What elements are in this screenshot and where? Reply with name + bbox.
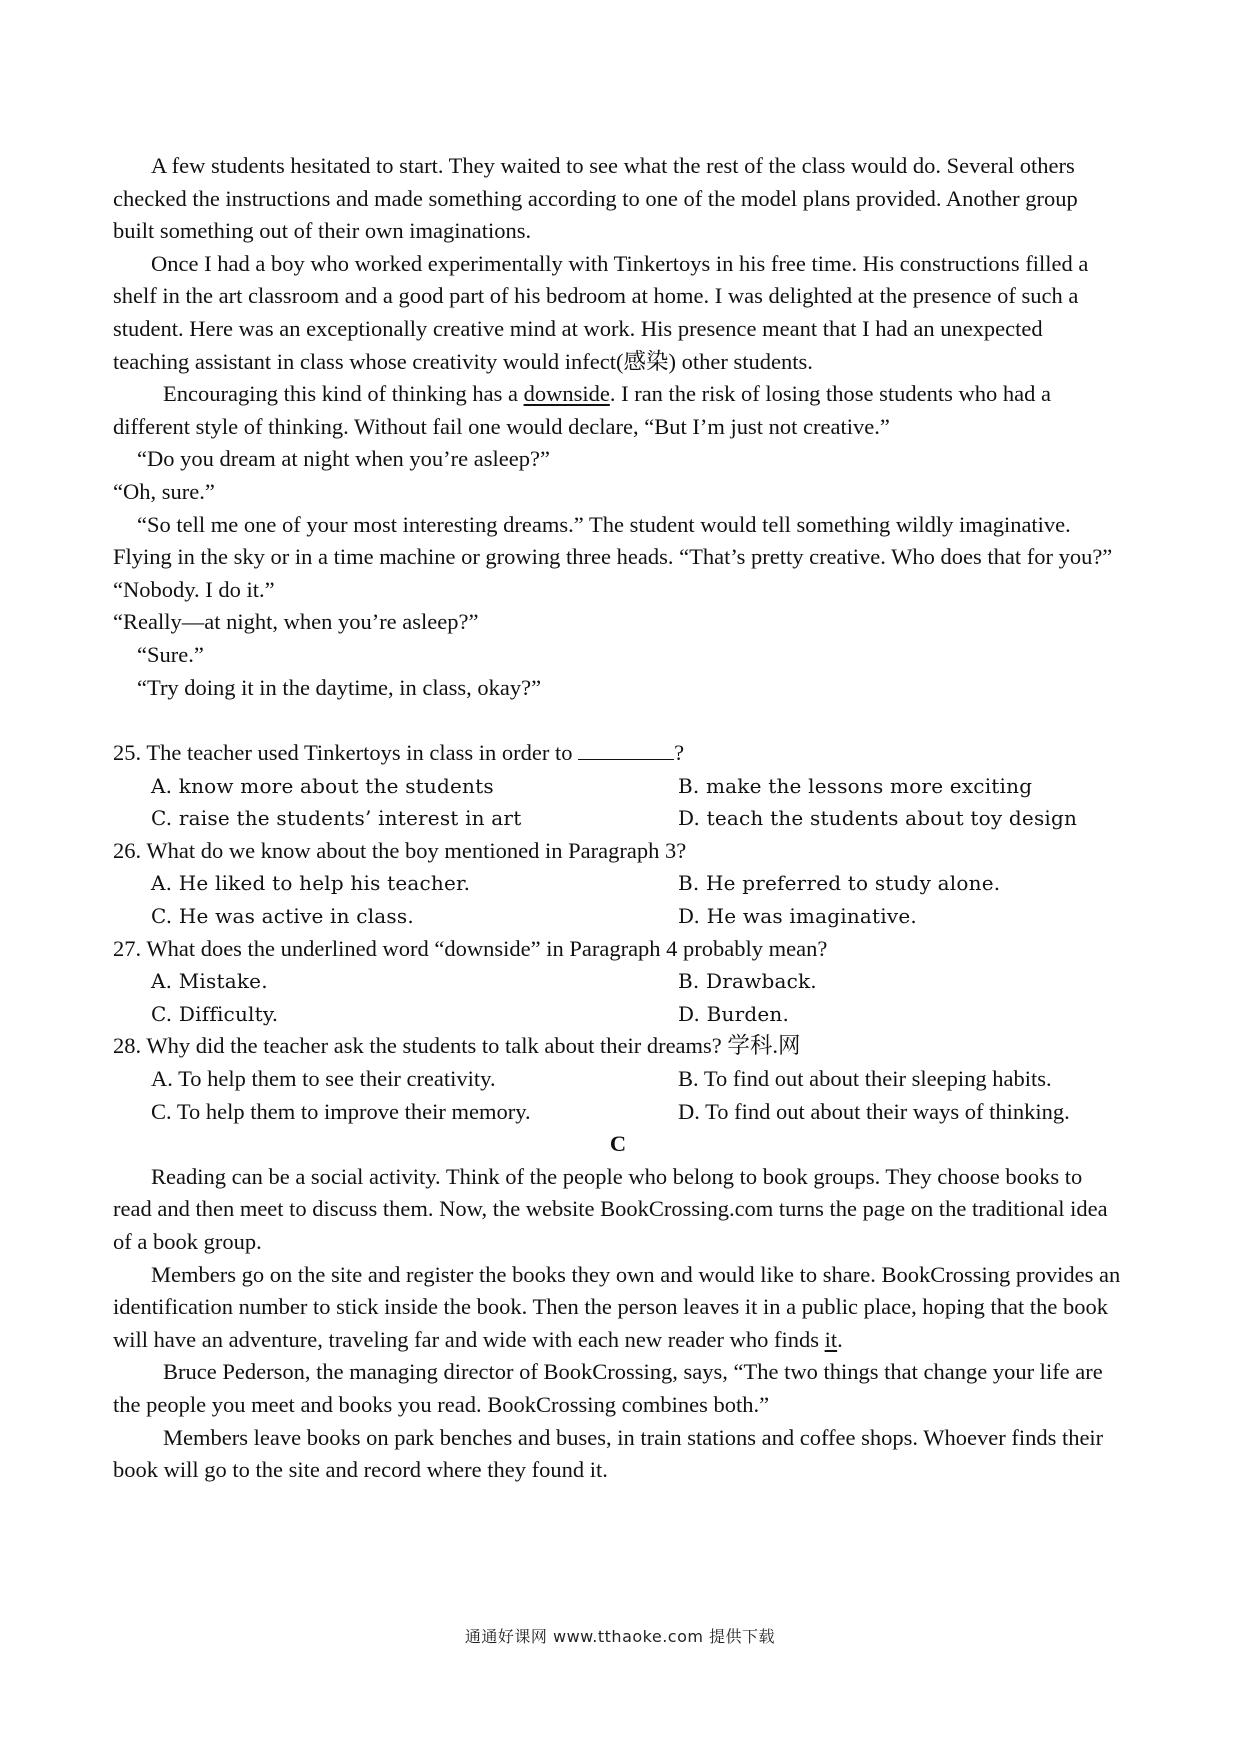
options-grid xyxy=(113,770,1123,835)
question-text: 25. The teacher used Tinkertoys in class in order to xyxy=(113,740,579,766)
question-27 xyxy=(113,933,1123,1031)
option-d: D. Burden. xyxy=(678,1001,790,1026)
option-d: D. He was imaginative. xyxy=(678,904,917,929)
underlined-word-it: it xyxy=(824,1326,838,1352)
question-stem: 27. What does the underlined word “downside” in Paragraph 4 probably mean? xyxy=(113,935,828,961)
question-text: ? xyxy=(674,740,685,766)
passage-paragraph: Reading can be a social activity. Think of the people who belong to book groups. They choose books to read and then meet to discuss them. Now, the website BookCrossing.com turns the page on the traditional idea of a book group. xyxy=(113,1163,1108,1254)
passage-text: Encouraging this kind of thinking has a xyxy=(163,381,524,407)
option-b: B. make the lessons more exciting xyxy=(678,773,1033,798)
question-28 xyxy=(113,1030,1123,1128)
dialogue-text: “So tell me one of your most interesting dreams.” The student would tell something wildly imaginative. Flying in the sky or in a time machine or growing three heads. “That’s pretty creative. Who does that for you?” xyxy=(113,511,1113,570)
question-stem: 28. Why did the teacher ask the students to talk about their dreams? 学科.网 xyxy=(113,1033,801,1059)
page-footer: 通通好课网 www.tthaoke.com 提供下载 xyxy=(464,1627,776,1646)
passage-paragraph: A few students hesitated to start. They waited to see what the rest of the class would do. Several others checked the instructions and made something according to one of the model plans provided. Another group built something out of their own imaginations. xyxy=(113,153,1078,244)
dialogue-line: “Nobody. I do it.” xyxy=(113,576,275,602)
question-25 xyxy=(113,737,1123,835)
dialogue-line: “Do you dream at night when you’re asleep?” xyxy=(137,446,550,472)
option-c: C. Difficulty. xyxy=(151,1001,279,1026)
option-a: A. know more about the students xyxy=(151,773,494,798)
option-a: A. To help them to see their creativity. xyxy=(151,1066,496,1092)
options-grid xyxy=(113,867,1123,932)
answer-blank xyxy=(578,739,674,760)
dialogue-line: “Really—at night, when you’re asleep?” xyxy=(113,609,479,635)
spacer xyxy=(113,704,1123,737)
option-d: D. teach the students about toy design xyxy=(678,806,1078,831)
option-c: C. He was active in class. xyxy=(151,904,414,929)
passage-text: . I ran the risk of losing those students who had a different style of thinking. Without fail one would declare, “But I’m just not creative.” xyxy=(113,381,1052,439)
option-d: D. To find out about their ways of thinking. xyxy=(678,1098,1070,1124)
dialogue-line: “Oh, sure.” xyxy=(113,478,215,504)
passage-paragraph: Members leave books on park benches and buses, in train stations and coffee shops. Whoever finds their book will go to the site and record where they found it. xyxy=(113,1424,1104,1483)
dialogue-line: “Try doing it in the daytime, in class, okay?” xyxy=(137,674,542,700)
passage-paragraph xyxy=(113,1259,1123,1357)
section-heading: C xyxy=(609,1131,627,1157)
question-26 xyxy=(113,835,1123,933)
option-c: C. raise the students’ interest in art xyxy=(151,806,522,831)
dialogue-line: “Sure.” xyxy=(137,641,204,667)
option-c: C. To help them to improve their memory. xyxy=(151,1098,531,1124)
option-a: A. Mistake. xyxy=(151,969,268,994)
option-b: B. Drawback. xyxy=(678,969,817,994)
options-grid xyxy=(113,1063,1123,1128)
question-stem xyxy=(113,737,1123,770)
question-stem: 26. What do we know about the boy mentioned in Paragraph 3? xyxy=(113,837,687,863)
option-b: B. To find out about their sleeping habits. xyxy=(678,1066,1052,1092)
underlined-word-downside: downside xyxy=(523,381,610,407)
passage-text: . xyxy=(837,1326,843,1352)
options-grid xyxy=(113,965,1123,1030)
passage-paragraph: Bruce Pederson, the managing director of BookCrossing, says, “The two things that change your life are the people you meet and books you read. BookCrossing combines both.” xyxy=(113,1359,1103,1417)
dialogue-line xyxy=(113,509,1123,574)
exam-page xyxy=(113,150,1123,1487)
option-b: B. He preferred to study alone. xyxy=(678,871,1001,896)
passage-text: Members go on the site and register the books they own and would like to share. BookCrossing provides an identification number to stick inside the book. Then the person leaves it in a public place, hoping that the book will have an adventure, traveling far and wide with each new reader who finds xyxy=(113,1261,1121,1352)
passage-paragraph: Once I had a boy who worked experimentally with Tinkertoys in his free time. His constructions filled a shelf in the art classroom and a good part of his bedroom at home. I was delighted at the presence of such a student. Here was an exceptionally creative mind at work. His presence meant that I had an unexpected teaching assistant in class whose creativity would infect(感染) other students. xyxy=(113,250,1089,374)
passage-paragraph xyxy=(113,378,1123,443)
option-a: A. He liked to help his teacher. xyxy=(151,871,471,896)
